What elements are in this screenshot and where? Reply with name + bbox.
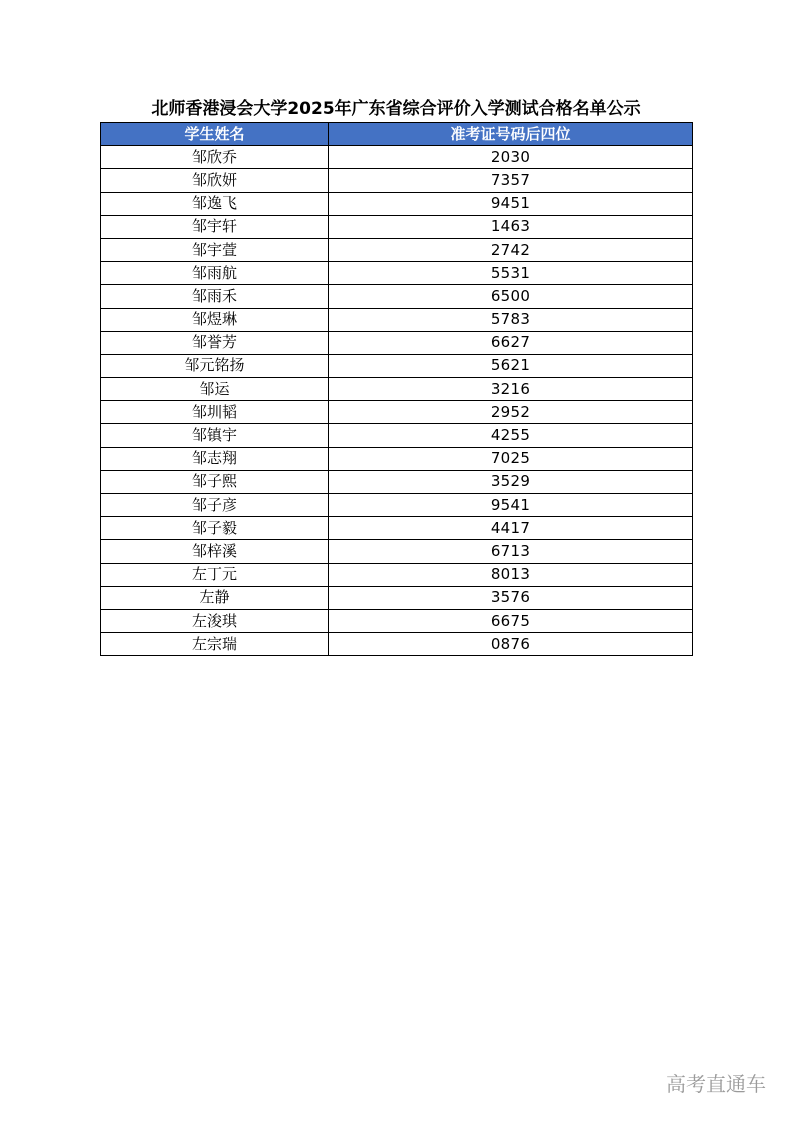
student-name-cell: 邹圳韬 — [101, 401, 329, 424]
student-name-cell: 邹欣乔 — [101, 146, 329, 169]
exam-number-cell: 4417 — [329, 517, 693, 540]
exam-number-cell: 6627 — [329, 331, 693, 354]
table-row — [101, 586, 693, 609]
table-row — [101, 262, 693, 285]
table-row — [101, 169, 693, 192]
table-row — [101, 517, 693, 540]
exam-number-cell: 6675 — [329, 609, 693, 632]
exam-number-cell: 6500 — [329, 285, 693, 308]
table-row — [101, 285, 693, 308]
watermark-text: 高考直通车 — [666, 1072, 766, 1096]
table-row — [101, 494, 693, 517]
student-name-cell: 邹志翔 — [101, 447, 329, 470]
exam-number-cell: 8013 — [329, 563, 693, 586]
table-row — [101, 540, 693, 563]
student-name-cell: 邹逸飞 — [101, 192, 329, 215]
exam-number-cell: 3529 — [329, 470, 693, 493]
exam-number-cell: 3576 — [329, 586, 693, 609]
exam-number-cell: 2742 — [329, 238, 693, 261]
student-name-cell: 左静 — [101, 586, 329, 609]
table-body — [101, 146, 693, 656]
column-header-code: 准考证号码后四位 — [329, 123, 693, 146]
table-row — [101, 424, 693, 447]
results-table — [100, 122, 693, 656]
table-row — [101, 192, 693, 215]
student-name-cell: 左宗瑞 — [101, 633, 329, 656]
student-name-cell: 左丁元 — [101, 563, 329, 586]
student-name-cell: 邹运 — [101, 378, 329, 401]
table-row — [101, 401, 693, 424]
table-row — [101, 331, 693, 354]
table-row — [101, 447, 693, 470]
exam-number-cell: 0876 — [329, 633, 693, 656]
student-name-cell: 邹雨禾 — [101, 285, 329, 308]
table-row — [101, 378, 693, 401]
page-title: 北师香港浸会大学2025年广东省综合评价入学测试合格名单公示 — [151, 99, 641, 119]
table-row — [101, 308, 693, 331]
student-name-cell: 邹煜琳 — [101, 308, 329, 331]
exam-number-cell: 4255 — [329, 424, 693, 447]
exam-number-cell: 2030 — [329, 146, 693, 169]
table-header-row — [101, 123, 693, 146]
exam-number-cell: 7025 — [329, 447, 693, 470]
student-name-cell: 邹宇萱 — [101, 238, 329, 261]
exam-number-cell: 2952 — [329, 401, 693, 424]
exam-number-cell: 7357 — [329, 169, 693, 192]
table-row — [101, 609, 693, 632]
column-header-name: 学生姓名 — [101, 123, 329, 146]
table-row — [101, 470, 693, 493]
student-name-cell: 邹雨航 — [101, 262, 329, 285]
exam-number-cell: 5783 — [329, 308, 693, 331]
exam-number-cell: 6713 — [329, 540, 693, 563]
exam-number-cell: 5621 — [329, 354, 693, 377]
table-row — [101, 354, 693, 377]
table-row — [101, 238, 693, 261]
student-name-cell: 邹梓溪 — [101, 540, 329, 563]
table-row — [101, 146, 693, 169]
exam-number-cell: 3216 — [329, 378, 693, 401]
student-name-cell: 邹镇宇 — [101, 424, 329, 447]
student-name-cell: 左浚琪 — [101, 609, 329, 632]
student-name-cell: 邹欣妍 — [101, 169, 329, 192]
exam-number-cell: 5531 — [329, 262, 693, 285]
student-name-cell: 邹元铭扬 — [101, 354, 329, 377]
student-name-cell: 邹誉芳 — [101, 331, 329, 354]
student-name-cell: 邹子彦 — [101, 494, 329, 517]
exam-number-cell: 9541 — [329, 494, 693, 517]
student-name-cell: 邹子熙 — [101, 470, 329, 493]
table-row — [101, 633, 693, 656]
exam-number-cell: 9451 — [329, 192, 693, 215]
table-row — [101, 215, 693, 238]
exam-number-cell: 1463 — [329, 215, 693, 238]
student-name-cell: 邹宇轩 — [101, 215, 329, 238]
student-name-cell: 邹子毅 — [101, 517, 329, 540]
table-row — [101, 563, 693, 586]
